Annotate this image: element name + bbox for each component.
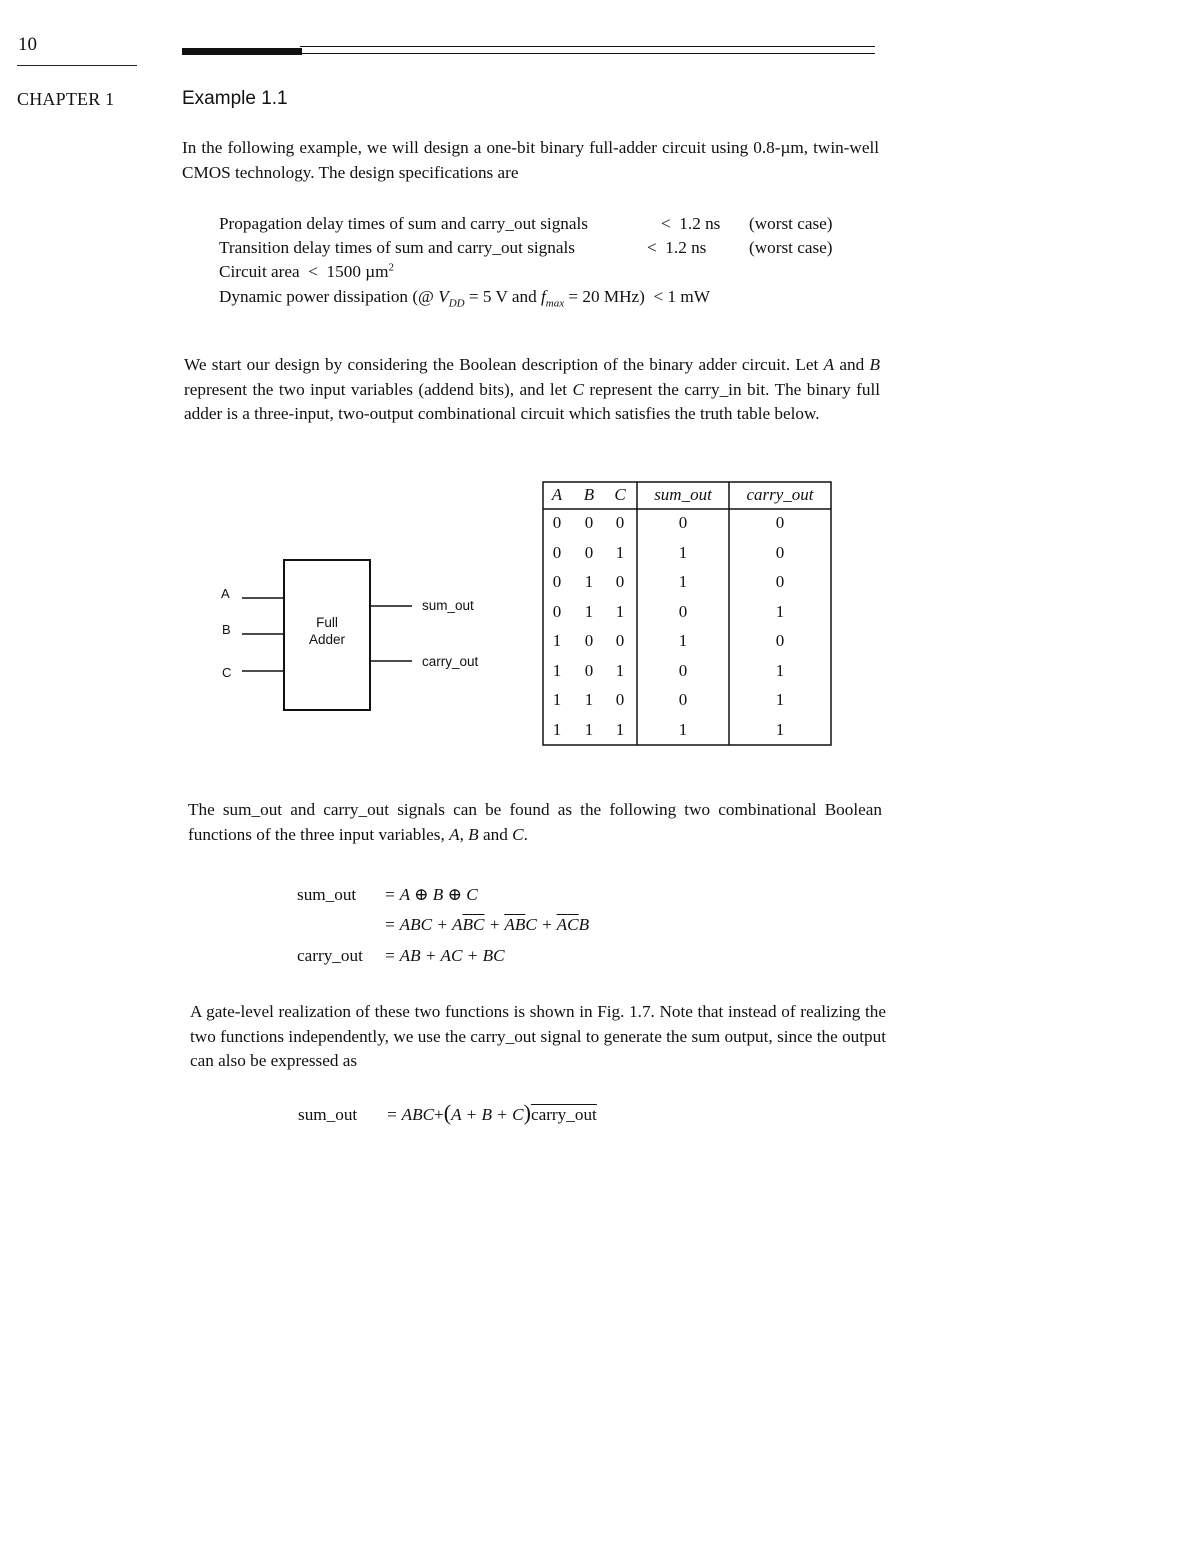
truth-table-cell: 0	[615, 513, 625, 532]
truth-table-cell: 0	[584, 513, 594, 532]
truth-table-header: carry_out	[746, 485, 814, 504]
spec-transition-note: (worst case)	[749, 238, 833, 257]
truth-table-cell: 0	[615, 690, 625, 709]
truth-table-cell: 1	[584, 719, 594, 739]
truth-table-cell: 0	[584, 660, 594, 680]
truth-table-cell: 1	[584, 690, 594, 709]
spec-propagation-note: (worst case)	[749, 214, 833, 233]
truth-table-cell: 1	[615, 601, 625, 621]
sum-out-label: sum_out	[297, 885, 357, 904]
truth-table-cell: 0	[775, 572, 785, 591]
truth-table-cell: 1	[615, 719, 625, 739]
header-rule-top	[300, 46, 875, 47]
spec-area: Circuit area < 1500 µm$^2$	[219, 261, 394, 281]
spec-transition-value: < 1.2 ns	[647, 238, 707, 257]
gate-level-paragraph: A gate-level realization of these two functions is shown in Fig. 1.7. Note that instead of realizing the two functions independently, we use the carry_out signal to generate the sum output, since the output can also be expressed as	[190, 1002, 886, 1071]
truth-table-header: sum_out	[654, 485, 712, 504]
truth-table-cell: 1	[678, 572, 688, 591]
truth-table-cell: 0	[552, 572, 562, 591]
sum-out-sop-eq: = ABC + $A\overline{B}\overline{C} + \overline{A}\overline{B}C + \overline{A}\overline{C}B$	[384, 915, 590, 934]
boolean-description-paragraph: We start our design by considering the Boolean description of the binary adder circuit. Let A and B represent the two input variables (addend bits), and let C represent the carry_in bit. The binary full adder is a three-input, two-output combinational circuit which satisfies the truth table below.	[184, 355, 880, 424]
truth-table-cell: 1	[584, 572, 594, 591]
example-title: Example 1.1	[182, 88, 288, 109]
truth-table-cell: 1	[678, 719, 688, 739]
sum-out-xor-eq: = A ⊕ B ⊕ C	[384, 885, 478, 904]
truth-table-cell: 1	[552, 660, 562, 680]
input-label-c: C	[222, 665, 232, 680]
output-label-sum: sum_out	[422, 598, 474, 613]
truth-table-cell: 0	[678, 513, 688, 532]
header-left-rule	[17, 65, 137, 66]
output-label-carry: carry_out	[422, 654, 479, 669]
input-label-a: A	[221, 586, 230, 601]
truth-table-cell: 1	[552, 719, 562, 739]
input-label-b: B	[222, 622, 231, 637]
truth-table-cell: 1	[678, 631, 688, 650]
truth-table-cell: 1	[678, 542, 688, 562]
truth-table-cell: 0	[584, 631, 594, 650]
truth-table-cell: 0	[615, 572, 625, 591]
truth-table-cell: 0	[775, 513, 785, 532]
truth-table-cell: 0	[552, 601, 562, 621]
spec-propagation: Propagation delay times of sum and carry_out signals	[219, 214, 588, 233]
truth-table-cell: 0	[552, 542, 562, 562]
truth-table-header: A	[551, 485, 563, 504]
spec-power: Dynamic power dissipation (@ $V_{DD} = 5$ V and $f_{max} = 20$ MHz) < 1 mW	[219, 287, 710, 310]
intro-paragraph: In the following example, we will design a one-bit binary full-adder circuit using 0.8-µm, twin-well CMOS technology. The design specifications are	[182, 138, 879, 182]
final-sum-out-eq: = ABC+(A + B + C)carry_out	[386, 1100, 597, 1125]
spec-propagation-value: < 1.2 ns	[661, 214, 721, 233]
truth-table-cell: 1	[552, 631, 562, 650]
truth-table-cell: 1	[552, 690, 562, 709]
truth-table-cell: 0	[678, 690, 688, 709]
header-thick-bar	[182, 48, 302, 55]
truth-table-cell: 1	[775, 719, 785, 739]
truth-table-cell: 1	[615, 542, 625, 562]
header-rule-bottom	[300, 53, 875, 54]
boolean-functions-paragraph: The sum_out and carry_out signals can be found as the following two combinational Boolean functions of the three input variables, A, B and C.	[188, 800, 882, 844]
truth-table-cell: 1	[775, 601, 785, 621]
truth-table-cell: 1	[775, 660, 785, 680]
carry-out-label: carry_out	[297, 946, 363, 965]
block-label: Full Adder	[308, 615, 346, 647]
truth-table-header: B	[583, 485, 595, 504]
truth-table-cell: 1	[775, 690, 785, 709]
truth-table-cell: 0	[584, 542, 594, 562]
truth-table-cell: 1	[615, 660, 625, 680]
truth-table-cell: 0	[615, 631, 625, 650]
truth-table-cell: 0	[678, 601, 688, 621]
truth-table-header: C	[614, 485, 626, 504]
chapter-label: CHAPTER 1	[17, 89, 115, 109]
truth-table-cell: 0	[775, 542, 785, 562]
final-sum-out-label: sum_out	[298, 1105, 358, 1124]
truth-table-cell: 1	[584, 601, 594, 621]
carry-out-eq: = AB + AC + BC	[384, 946, 505, 965]
truth-table-cell: 0	[552, 513, 562, 532]
truth-table-cell: 0	[678, 660, 688, 680]
spec-transition: Transition delay times of sum and carry_out signals	[219, 238, 575, 257]
truth-table-cell: 0	[775, 631, 785, 650]
truth-table	[542, 481, 832, 746]
page-number: 10	[18, 34, 37, 55]
